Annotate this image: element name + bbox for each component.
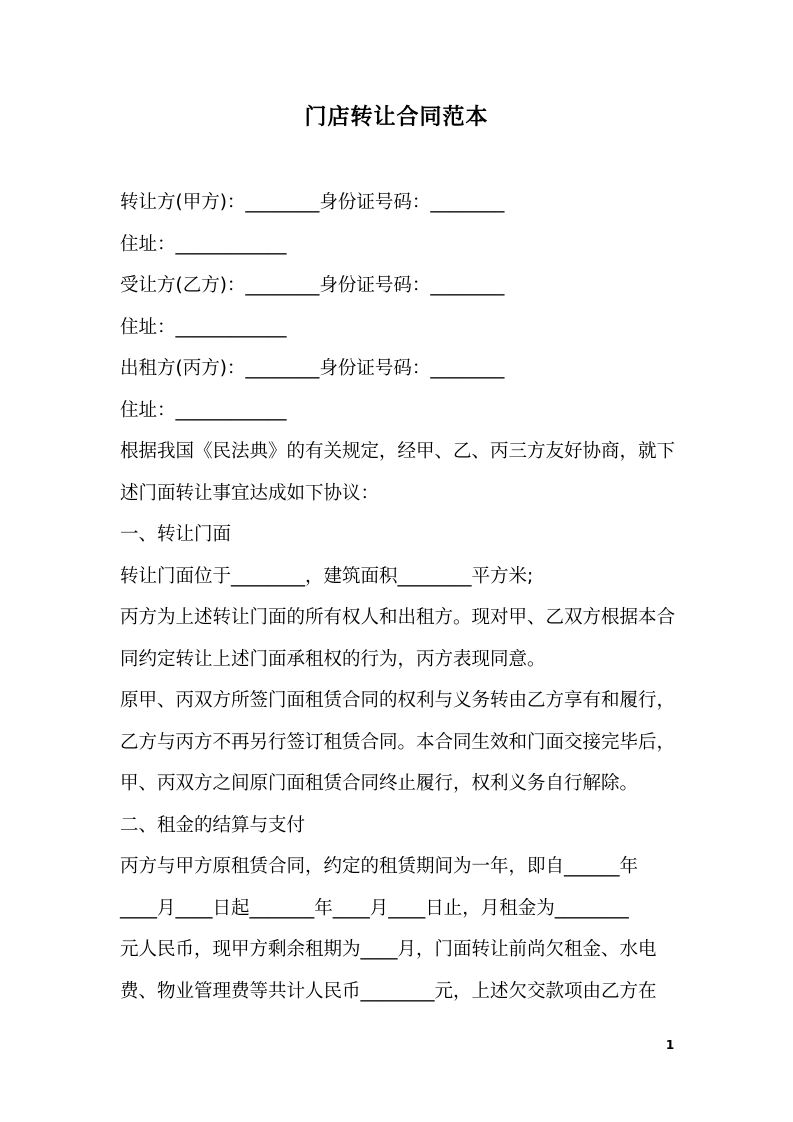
text-line: 甲、丙双方之间原门面租赁合同终止履行，权利义务自行解除。 [120, 773, 639, 794]
text-line: 原甲、丙双方所签门面租赁合同的权利与义务转由乙方享有和履行， [120, 690, 676, 711]
page-number: 1 [665, 1038, 675, 1052]
text-line: 住址：____________ [120, 316, 287, 338]
text-line: 根据我国《民法典》的有关规定，经甲、乙、丙三方友好协商，就下 [120, 441, 676, 462]
text-line: 元人民币，现甲方剩余租期为____月，门面转让前尚欠租金、水电 [120, 939, 657, 960]
text-line: 住址：____________ [120, 233, 287, 255]
text-line: 费、物业管理费等共计人民币________元，上述欠交款项由乙方在 [120, 980, 657, 1002]
text-line: 受让方(乙方)：________身份证号码：________ [120, 275, 505, 296]
section-heading: 二、租金的结算与支付 [120, 814, 306, 836]
text-line: ____月____日起_______年____月____日止，月租金为________ [120, 897, 629, 919]
text-line: 出租方(丙方)：________身份证号码：________ [120, 358, 505, 379]
text-line: 转让方(甲方)：________身份证号码：________ [120, 192, 505, 213]
document-body [120, 182, 680, 1012]
text-line: 丙方为上述转让门面的所有权人和出租方。现对甲、乙双方根据本合 [120, 607, 676, 628]
text-line: 丙方与甲方原租赁合同，约定的租赁期间为一年，即自______年 [120, 856, 639, 877]
text-line: 住址：____________ [120, 399, 287, 421]
text-line: 转让门面位于________，建筑面积________平方米; [120, 565, 534, 587]
text-line: 同约定转让上述门面承租权的行为，丙方表现同意。 [120, 648, 546, 670]
text-line: 乙方与丙方不再另行签订租赁合同。本合同生效和门面交接完毕后， [120, 731, 676, 753]
section-heading: 一、转让门面 [120, 524, 232, 545]
document-title: 门店转让合同范本 [304, 105, 489, 130]
text-line: 述门面转让事宜达成如下协议： [120, 482, 380, 504]
